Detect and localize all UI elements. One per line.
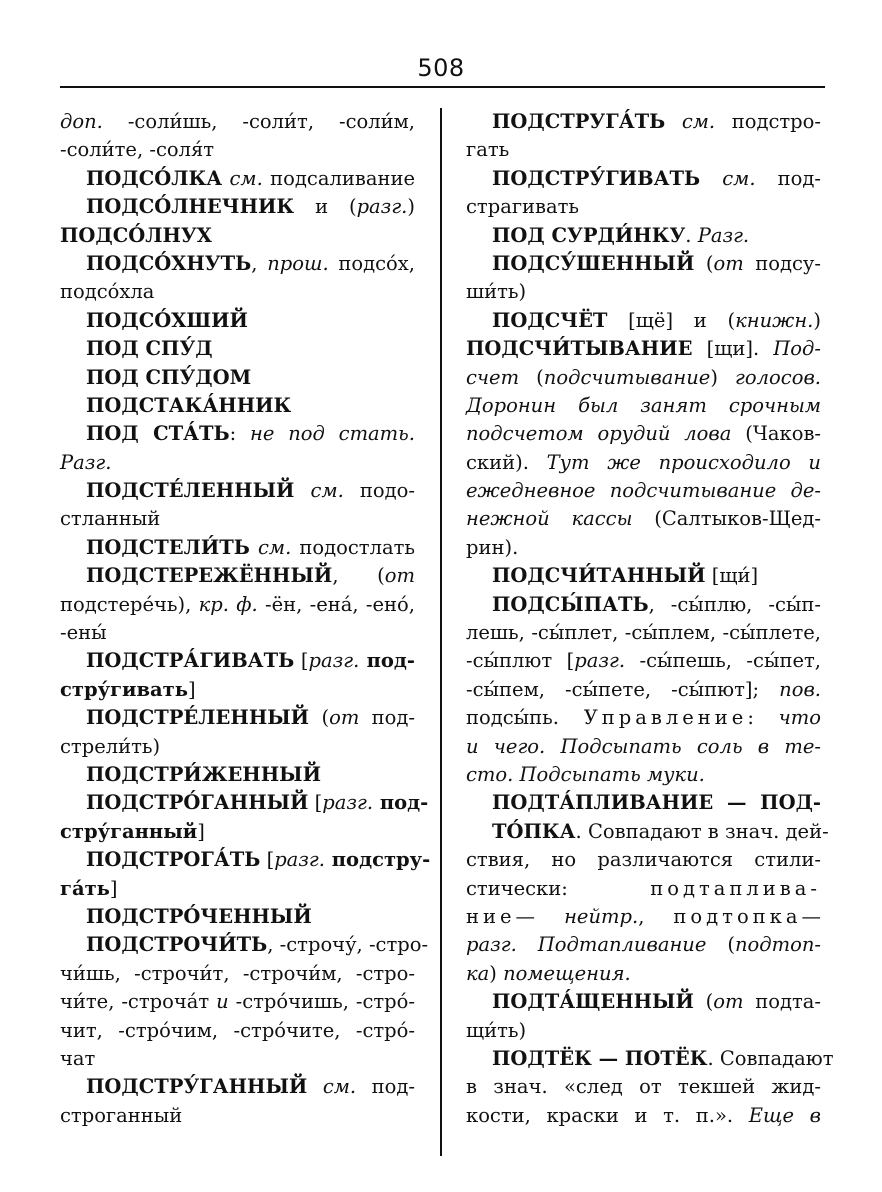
text-line	[466, 193, 821, 221]
text-line	[466, 761, 821, 789]
headword: ПОДСО́ЛНУХ	[60, 223, 212, 247]
text-line	[60, 505, 415, 533]
text-segment: )	[489, 961, 504, 985]
headword: под-	[373, 791, 429, 815]
text-segment: ствия, но различаются стили-	[466, 848, 821, 872]
text-segment: подсо́х,	[328, 251, 415, 275]
headword: ПОДСТРУГА́ТЬ	[492, 110, 666, 133]
text-segment: подсу-	[743, 251, 821, 275]
italic-text: сто. Подсыпать муки.	[466, 762, 705, 786]
text-line	[466, 364, 821, 392]
text-line	[60, 1102, 415, 1130]
text-line	[466, 875, 821, 903]
text-line	[466, 931, 821, 959]
text-segment: -сы́пешь, -сы́пет,	[625, 649, 821, 673]
text-segment: рин).	[466, 535, 519, 559]
text-segment: ]	[109, 876, 118, 900]
text-line	[466, 136, 821, 164]
text-segment: подо-	[343, 479, 415, 503]
text-segment: :	[229, 422, 251, 446]
text-line	[60, 534, 415, 562]
text-line	[466, 1073, 821, 1101]
text-segment: (	[693, 990, 714, 1014]
text-segment: (	[706, 933, 735, 957]
italic-text: см.	[249, 535, 292, 559]
text-segment: —	[515, 904, 565, 928]
text-line	[60, 335, 415, 363]
text-segment: Управление	[583, 706, 748, 730]
text-segment: в знач. «след от текшей жид-	[466, 1075, 821, 1099]
text-segment: ]	[197, 819, 205, 843]
italic-text: разг.	[274, 848, 325, 872]
text-line	[466, 818, 829, 846]
headword: ПОДСТРО́ГАННЫЙ	[86, 791, 309, 815]
text-line	[466, 505, 821, 533]
italic-text: нейтр.	[564, 904, 639, 928]
text-line	[466, 647, 821, 675]
headword: ПОД СПУ́Д	[86, 337, 213, 361]
text-segment: строганный	[60, 1103, 183, 1127]
headword: га́ть	[60, 876, 110, 900]
italic-text: не под стать.	[250, 422, 415, 446]
headword: ПОДСТРОЧИ́ТЬ	[86, 933, 268, 957]
text-segment: и (	[294, 195, 357, 219]
text-line	[60, 903, 415, 931]
text-segment: -соли́те, -соля́т	[60, 138, 215, 162]
text-segment: стрели́ть)	[60, 734, 161, 758]
text-segment: страгивать	[466, 195, 580, 219]
italic-text: см.	[665, 110, 716, 133]
text-line	[60, 789, 429, 817]
text-segment: (Чаков-	[731, 422, 822, 446]
headword: ПОДСУ́ШЕННЫЙ	[492, 251, 695, 275]
text-segment: подтопка	[673, 904, 802, 928]
text-line	[60, 562, 415, 590]
text-segment: (	[309, 706, 330, 730]
text-segment: )	[407, 195, 415, 219]
text-line	[466, 988, 821, 1016]
text-line	[60, 846, 431, 874]
headword: ПОДСТАКА́ННИК	[86, 393, 292, 417]
text-segment: ши́ть)	[466, 280, 527, 304]
italic-text: книжн.	[735, 308, 814, 332]
text-line	[60, 647, 415, 675]
headword: ПОДСО́ЛКА	[86, 166, 223, 190]
italic-text: Под-	[759, 337, 821, 361]
headword: ПОДСО́ХНУТЬ	[86, 251, 252, 275]
italic-text: кр. ф.	[198, 592, 258, 616]
text-segment: (Салтыков-Щед-	[632, 507, 821, 531]
italic-text: и	[216, 990, 229, 1014]
text-line	[60, 278, 415, 306]
text-line	[60, 761, 415, 789]
right-column	[466, 108, 834, 1130]
text-segment: -соли́шь, -соли́т, -соли́м,	[102, 110, 415, 133]
text-segment: подсо́хла	[60, 280, 155, 304]
text-line	[60, 108, 415, 136]
text-segment: чит, -стро́чим, -стро́чите, -стро́-	[60, 1018, 415, 1042]
italic-text: Еще в	[748, 1103, 821, 1127]
text-line	[60, 931, 429, 959]
italic-text: доп.	[60, 110, 103, 133]
text-segment: кости, краски и т. п.».	[466, 1103, 749, 1127]
text-segment: ,	[638, 904, 674, 928]
text-line	[466, 250, 821, 278]
italic-text: разг.	[322, 791, 374, 815]
italic-text: разг.	[574, 649, 626, 673]
headword: ПОДСТРИ́ЖЕННЫЙ	[86, 762, 322, 786]
text-segment: под-	[356, 1075, 415, 1099]
text-line	[466, 108, 821, 136]
text-line	[466, 960, 821, 988]
text-segment: [	[294, 649, 309, 673]
text-segment: подтаплива-	[650, 876, 821, 900]
italic-text: Разг.	[60, 450, 112, 474]
text-segment: чи́те, -строча́т	[60, 990, 217, 1014]
text-segment: (	[694, 251, 714, 275]
text-segment: гать	[466, 138, 510, 162]
headword: ТО́ПКА	[492, 819, 576, 843]
text-segment: -стро́чишь, -стро́-	[228, 990, 415, 1014]
headword: ПОД СУРДИ́НКУ	[492, 223, 686, 247]
text-segment: , -сы́плю, -сы́п-	[648, 592, 821, 616]
italic-text: см.	[307, 1075, 357, 1099]
italic-text: от	[713, 251, 744, 275]
italic-text: разг.	[356, 195, 408, 219]
text-line	[60, 250, 415, 278]
text-line	[60, 875, 415, 903]
text-segment: [щи́]	[705, 564, 759, 588]
text-segment: стланный	[60, 507, 161, 531]
text-line	[466, 591, 821, 619]
text-line	[60, 449, 415, 477]
italic-text: от	[329, 706, 360, 730]
italic-text: счет	[466, 365, 520, 389]
text-segment: -сы́пем, -сы́пете, -сы́пют];	[466, 677, 780, 701]
text-segment: . Совпадают	[707, 1046, 834, 1070]
text-line	[466, 676, 821, 704]
text-segment: -ён, -ена́, -ено́,	[257, 592, 415, 616]
text-segment: [щё] и (	[607, 308, 736, 332]
text-segment: под-	[359, 706, 415, 730]
text-line	[466, 165, 821, 193]
text-line	[60, 619, 415, 647]
text-segment: чи́шь, -строчи́т, -строчи́м, -стро-	[60, 961, 415, 985]
text-segment: , (	[332, 564, 385, 588]
text-segment: -сы́плют [	[466, 649, 575, 673]
text-line	[466, 278, 821, 306]
headword: ПОД СПУ́ДОМ	[86, 365, 252, 389]
text-line	[466, 449, 821, 477]
headword: ПОДСО́ЛНЕЧНИК	[86, 195, 295, 219]
text-segment: [	[308, 791, 323, 815]
headword: ПОДСТРО́ЧЕННЫЙ	[86, 904, 312, 928]
italic-text: ежедневное подсчитывание де-	[466, 479, 821, 503]
text-line	[60, 676, 415, 704]
text-segment: подсаливание	[262, 166, 415, 190]
page-number: 508	[417, 54, 465, 82]
headword: ПОДСЧИ́ТАННЫЙ	[492, 564, 706, 588]
headword: ПОДТА́ЩЕННЫЙ	[492, 990, 694, 1014]
text-line	[60, 1017, 415, 1045]
text-segment: стически:	[466, 876, 651, 900]
italic-text: подтоп-	[734, 933, 821, 957]
text-line	[466, 846, 821, 874]
text-line	[60, 1073, 415, 1101]
text-segment: щи́ть)	[466, 1018, 527, 1042]
text-line	[60, 222, 415, 250]
headword: ПОДСЧЁТ	[492, 308, 608, 332]
text-line	[466, 1045, 834, 1073]
text-line	[60, 392, 415, 420]
text-segment: (	[519, 365, 544, 389]
headword: ПОДСТРУ́ГАННЫЙ	[86, 1075, 308, 1099]
text-segment: . Совпадают в знач. дей-	[575, 819, 829, 843]
text-line	[60, 988, 415, 1016]
italic-text: помещения.	[503, 961, 631, 985]
text-segment: .	[685, 223, 692, 247]
text-segment: ние	[466, 904, 516, 928]
text-segment: [	[260, 848, 275, 872]
text-segment: подта-	[743, 990, 821, 1014]
text-line	[466, 733, 821, 761]
italic-text: от	[713, 990, 744, 1014]
text-line	[466, 903, 821, 931]
italic-text: нежной кассы	[466, 507, 633, 531]
headword: ПОДСЫ́ПАТЬ	[492, 592, 649, 616]
text-line	[466, 562, 821, 590]
headword: ПОДСЧИ́ТЫВАНИЕ	[466, 337, 693, 361]
headword: ПОДСТЕ́ЛЕННЫЙ	[86, 479, 295, 503]
text-line	[60, 477, 415, 505]
text-segment: )	[813, 308, 821, 332]
text-line	[60, 364, 415, 392]
headword: ПОДСО́ХШИЙ	[86, 308, 248, 332]
headword: ПОДСТРА́ГИВАТЬ	[86, 649, 295, 673]
headword: ПОДСТРУ́ГИВАТЬ	[492, 166, 701, 190]
italic-text: пов.	[779, 677, 821, 701]
text-line	[466, 1017, 821, 1045]
italic-text: голосов.	[735, 365, 821, 389]
headword: подстру-	[325, 848, 431, 872]
italic-text: от	[384, 564, 415, 588]
header-rule	[60, 86, 825, 88]
text-line	[466, 222, 821, 250]
text-line	[466, 307, 821, 335]
text-segment: , -строчу́, -стро-	[267, 933, 429, 957]
text-segment: :	[747, 706, 779, 730]
text-line	[60, 193, 415, 221]
text-segment: подстере́чь),	[60, 592, 199, 616]
text-line	[60, 307, 415, 335]
headword: стру́ганный	[60, 819, 198, 843]
italic-text: см.	[700, 166, 756, 190]
text-line	[60, 591, 415, 619]
text-segment: подостлать	[291, 535, 415, 559]
headword: ПОДСТЕЛИ́ТЬ	[86, 535, 250, 559]
text-segment: под-	[755, 166, 821, 190]
text-line	[60, 733, 415, 761]
italic-text: подсчитывание	[543, 365, 711, 389]
italic-text: прош.	[267, 251, 329, 275]
text-segment: -ены́	[60, 621, 107, 645]
headword: под-	[359, 649, 415, 673]
headword: ПОДТА́ПЛИВАНИЕ — ПОД-	[492, 791, 821, 815]
italic-text: см.	[294, 479, 344, 503]
text-line	[466, 335, 821, 363]
text-line	[466, 534, 821, 562]
text-line	[60, 960, 415, 988]
text-line	[60, 818, 415, 846]
italic-text: Тут же происходило и	[528, 450, 821, 474]
text-segment: лешь, -сы́плет, -сы́плем, -сы́плете,	[466, 621, 821, 645]
text-line	[60, 165, 415, 193]
text-line	[466, 619, 821, 647]
text-segment: —	[801, 904, 821, 928]
text-segment: ,	[251, 251, 268, 275]
text-line	[466, 392, 821, 420]
text-line	[466, 789, 821, 817]
text-segment: ]	[188, 677, 196, 701]
italic-text: Доронин был занят срочным	[466, 393, 821, 417]
text-segment: чат	[60, 1046, 96, 1070]
headword: ПОДТЁК — ПОТЁК	[492, 1046, 708, 1070]
headword: ПОДСТРОГА́ТЬ	[86, 848, 261, 872]
text-line	[60, 136, 415, 164]
text-line	[466, 420, 821, 448]
italic-text: что	[778, 706, 821, 730]
text-segment: )	[710, 365, 736, 389]
text-line	[60, 420, 415, 448]
headword: стру́гивать	[60, 677, 188, 701]
italic-text: разг. Подтапливание	[466, 933, 707, 957]
headword: ПОДСТРЕ́ЛЕННЫЙ	[86, 706, 310, 730]
text-line	[466, 477, 821, 505]
headword: ПОД СТА́ТЬ	[86, 422, 230, 446]
headword: ПОДСТЕРЕЖЁННЫЙ	[86, 564, 333, 588]
italic-text: подсчетом орудий лова	[466, 422, 732, 446]
text-segment: ский).	[466, 450, 529, 474]
italic-text: см.	[222, 166, 263, 190]
text-line	[60, 1045, 415, 1073]
italic-text: разг.	[308, 649, 360, 673]
left-column	[60, 108, 431, 1130]
text-segment: [щи].	[692, 337, 760, 361]
italic-text: и чего. Подсыпать соль в те-	[466, 734, 821, 758]
text-line	[466, 704, 821, 732]
text-line	[60, 704, 415, 732]
text-segment: подстро-	[715, 110, 821, 133]
italic-text: Разг.	[691, 223, 750, 247]
italic-text: ка	[466, 961, 490, 985]
text-segment: подсы́пь.	[466, 706, 584, 730]
text-line	[466, 1102, 821, 1130]
column-divider	[440, 108, 442, 1156]
